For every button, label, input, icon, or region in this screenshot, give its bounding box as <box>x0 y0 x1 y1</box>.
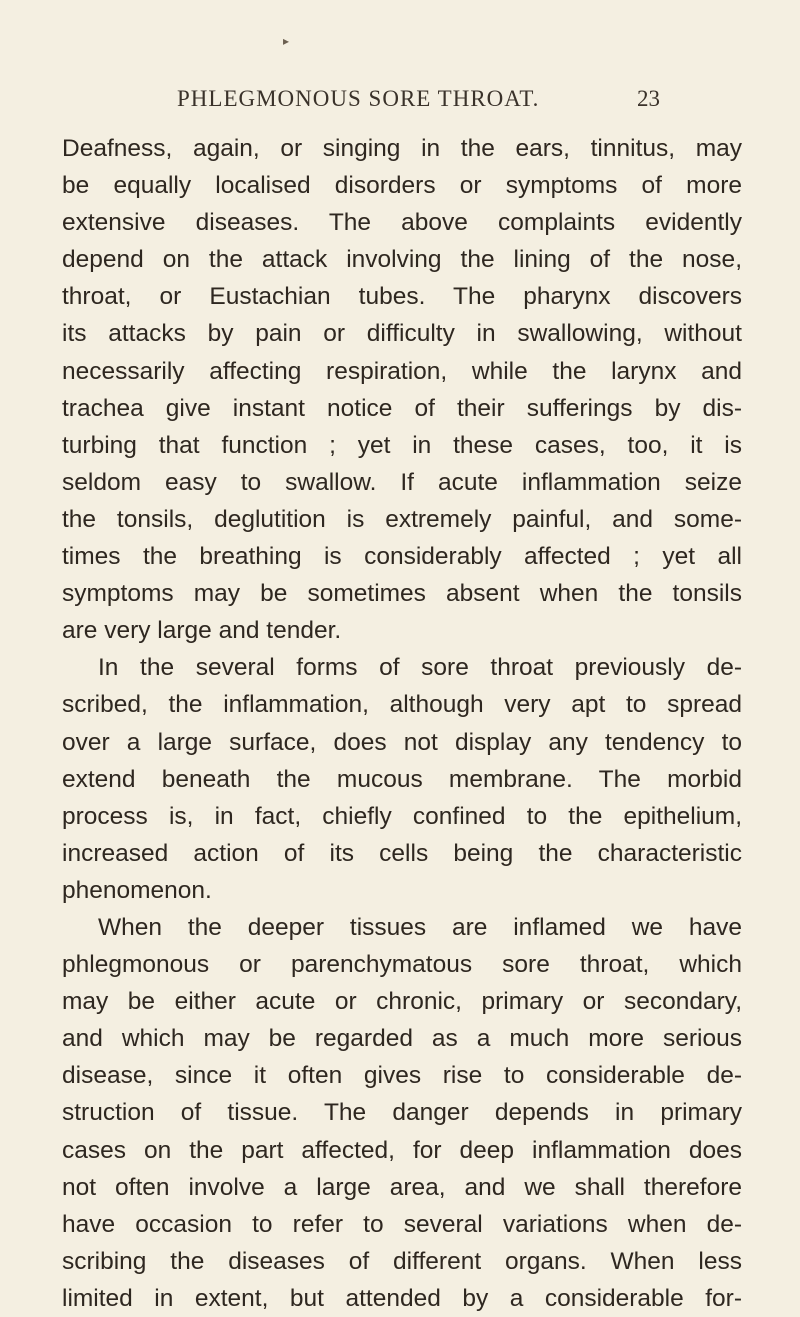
text-line: are very large and tender. <box>62 617 342 645</box>
text-line: have occasion to refer to several variations when de- <box>62 1210 742 1238</box>
text-line: turbing that function ; yet in these cases, too, it is <box>62 431 742 459</box>
printer-mark: ▸ <box>283 34 290 48</box>
text-line: process is, in fact, chiefly confined to the epithelium, <box>62 802 742 830</box>
text-line: necessarily affecting respiration, while the larynx and <box>62 357 742 385</box>
text-line: its attacks by pain or difficulty in swallowing, without <box>62 320 742 348</box>
text-line: extend beneath the mucous membrane. The morbid <box>62 765 742 793</box>
text-line: phlegmonous or parenchymatous sore throat, which <box>62 951 742 979</box>
text-line: Deafness, again, or singing in the ears, tinnitus, may <box>62 135 742 162</box>
paragraph-start-line: In the several forms of sore throat previously de- <box>98 654 742 682</box>
body-text <box>62 130 742 1317</box>
text-line: over a large surface, does not display any tendency to <box>62 728 742 756</box>
text-line: scribing the diseases of different organs. When less <box>62 1247 742 1275</box>
text-line: seldom easy to swallow. If acute inflammation seize <box>62 468 742 496</box>
text-line: be equally localised disorders or symptoms of more <box>62 172 742 200</box>
text-line: scribed, the inflammation, although very apt to spread <box>62 691 742 719</box>
running-title: PHLEGMONOUS SORE THROAT. <box>177 86 540 111</box>
text-line: cases on the part affected, for deep inflammation does <box>62 1136 742 1164</box>
text-line: times the breathing is considerably affected ; yet all <box>62 543 742 571</box>
text-line: phenomenon. <box>62 876 212 904</box>
page-number: 23 <box>637 86 660 111</box>
text-line: not often involve a large area, and we shall therefore <box>62 1173 742 1201</box>
text-line: struction of tissue. The danger depends in primary <box>62 1099 742 1127</box>
text-line: symptoms may be sometimes absent when the tonsils <box>62 580 742 608</box>
text-line: trachea give instant notice of their sufferings by dis- <box>62 394 742 422</box>
paragraph-start-line: When the deeper tissues are inflamed we have <box>98 913 742 941</box>
text-line: depend on the attack involving the lining of the nose, <box>62 246 742 274</box>
text-line: disease, since it often gives rise to considerable de- <box>62 1062 742 1090</box>
text-line: increased action of its cells being the characteristic <box>62 839 742 867</box>
text-line: may be either acute or chronic, primary or secondary, <box>62 988 742 1016</box>
text-line: the tonsils, deglutition is extremely painful, and some- <box>62 505 742 533</box>
text-line: throat, or Eustachian tubes. The pharynx discovers <box>62 283 742 311</box>
text-line: and which may be regarded as a much more serious <box>62 1025 742 1053</box>
text-line: extensive diseases. The above complaints evidently <box>62 209 742 237</box>
text-line: limited in extent, but attended by a considerable for- <box>62 1284 742 1312</box>
page-header <box>177 86 660 120</box>
